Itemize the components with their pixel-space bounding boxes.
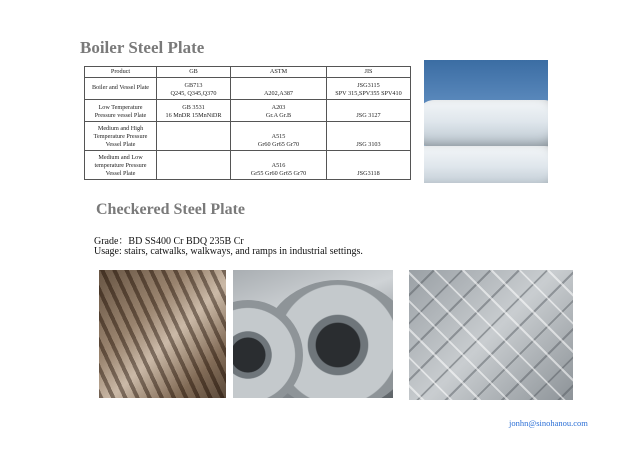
cell-astm: A202,A387: [231, 77, 327, 99]
checkered-section-title: Checkered Steel Plate: [96, 201, 245, 218]
table-row: [85, 99, 411, 121]
cell-jis: JSG 3103: [327, 121, 411, 150]
table-row: [85, 121, 411, 150]
cell-jis: JSG3115 SPV 315,SPV355 SPV410: [327, 77, 411, 99]
table-row: [85, 77, 411, 99]
cell-gb: [157, 121, 231, 150]
table-header-row: [85, 67, 411, 78]
cell-product: Medium and Low temperature Pressure Vessel Plate: [85, 150, 157, 179]
cell-astm: A515 Gr60 Gr65 Gr70: [231, 121, 327, 150]
cell-gb: [157, 150, 231, 179]
spiral-stairs-photo: [99, 270, 226, 398]
contact-email[interactable]: jonhn@sinohanou.com: [509, 418, 588, 428]
cell-product: Boiler and Vessel Plate: [85, 77, 157, 99]
steel-coils-photo: [233, 270, 393, 398]
boiler-spec-table: [84, 66, 411, 180]
boiler-section-title: Boiler Steel Plate: [80, 38, 205, 57]
cell-product: Low Temperature Pressure vessel Plate: [85, 99, 157, 121]
header-jis: JIS: [327, 67, 411, 78]
cell-jis: JSG3118: [327, 150, 411, 179]
cell-gb: GB 3531 16 MnDR 15MnNiDR: [157, 99, 231, 121]
cell-gb: GB713 Q245, Q345,Q370: [157, 77, 231, 99]
cell-astm: A516 Gr55 Gr60 Gr65 Gr70: [231, 150, 327, 179]
header-astm: ASTM: [231, 67, 327, 78]
cell-product: Medium and High Temperature Pressure Vessel Plate: [85, 121, 157, 150]
header-gb: GB: [157, 67, 231, 78]
grade-text: Grade：BD SS400 Cr BDQ 235B Cr: [94, 236, 244, 247]
boiler-tanks-photo: [424, 60, 548, 183]
cell-jis: JSG 3127: [327, 99, 411, 121]
checkered-plate-photo: [409, 270, 573, 400]
cell-astm: A203 Gr.A Gr.B: [231, 99, 327, 121]
usage-text: Usage: stairs, catwalks, walkways, and ramps in industrial settings.: [94, 246, 363, 257]
table-row: [85, 150, 411, 179]
header-product: Product: [85, 67, 157, 78]
